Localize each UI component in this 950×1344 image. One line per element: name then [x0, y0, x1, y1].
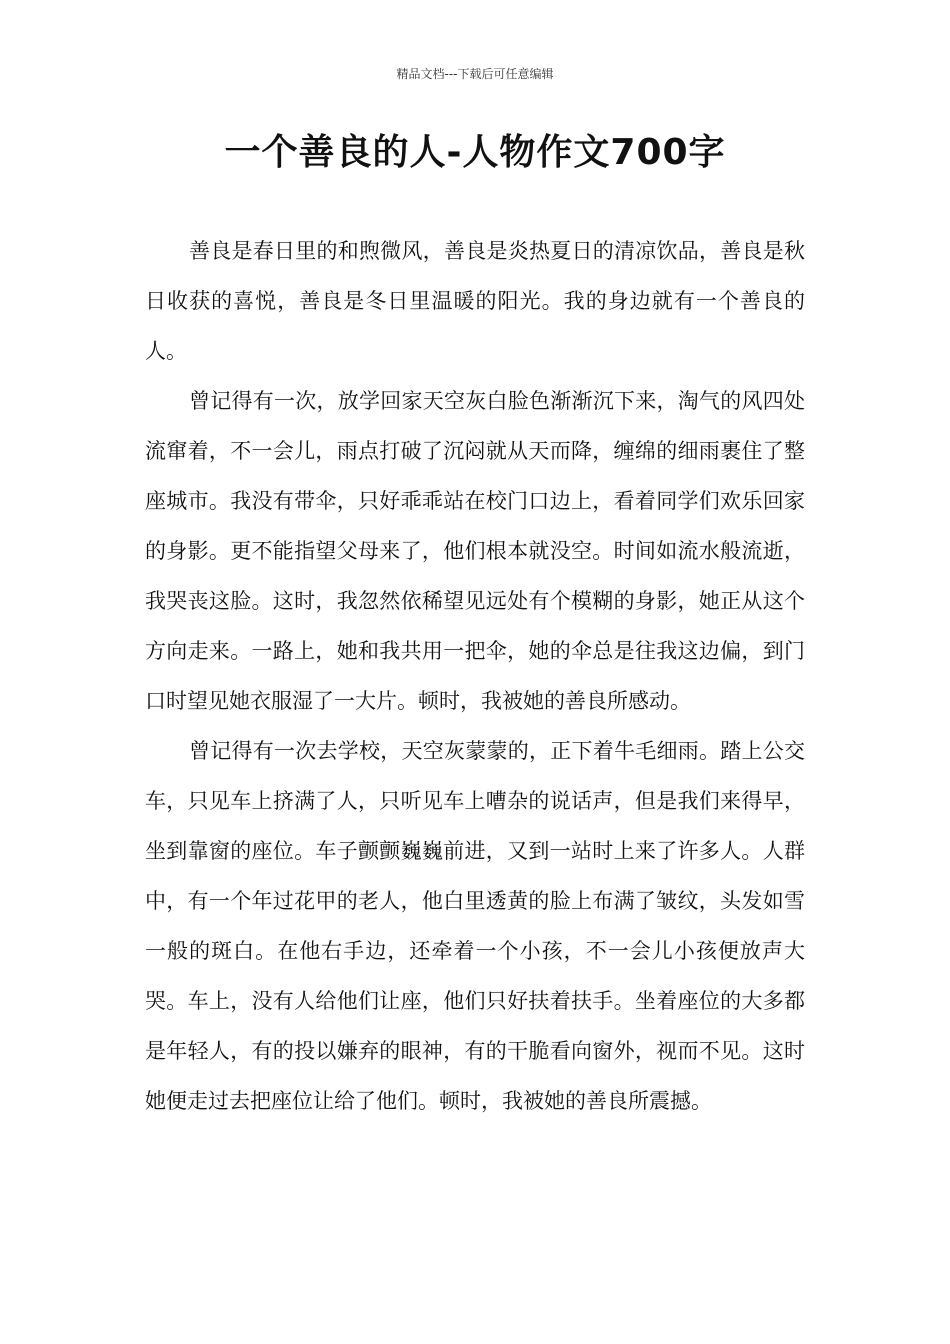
paragraph-1: 善良是春日里的和煦微风，善良是炎热夏日的清凉饮品，善良是秋日收获的喜悦，善良是冬日里温暖的阳光。我的身边就有一个善良的人。	[145, 239, 805, 363]
paragraph-2: 曾记得有一次，放学回家天空灰白脸色渐渐沉下来，淘气的风四处流窜着，不一会儿，雨点打破了沉闷就从天而降，缠绵的细雨裹住了整座城市。我没有带伞，只好乖乖站在校门口边上，看着同学们欢乐回家的身影。更不能指望父母来了，他们根本就没空。时间如流水般流逝，我哭丧这脸。这时，我忽然依稀望见远处有个模糊的身影，她正从这个方向走来。一路上，她和我共用一把伞，她的伞总是往我这边偏，到门口时望见她衣服湿了一大片。顿时，我被她的善良所感动。	[145, 389, 805, 713]
page-title: 一个善良的人-人物作文700字	[224, 132, 726, 173]
paragraph-3: 曾记得有一次去学校，天空灰蒙蒙的，正下着牛毛细雨。踏上公交车，只见车上挤满了人，只听见车上嘈杂的说话声，但是我们来得早，坐到靠窗的座位。车子颤颤巍巍前进，又到一站时上来了许多人。人群中，有一个年过花甲的老人，他白里透黄的脸上布满了皱纹，头发如雪一般的斑白。在他右手边，还牵着一个小孩，不一会儿小孩便放声大哭。车上，没有人给他们让座，他们只好扶着扶手。坐着座位的大多都是年轻人，有的投以嫌弃的眼神，有的干脆看向窗外，视而不见。这时她便走过去把座位让给了他们。顿时，我被她的善良所震撼。	[145, 739, 805, 1113]
header-note: 精品文档---下载后可任意编辑	[396, 67, 554, 81]
article-body	[145, 226, 805, 1126]
